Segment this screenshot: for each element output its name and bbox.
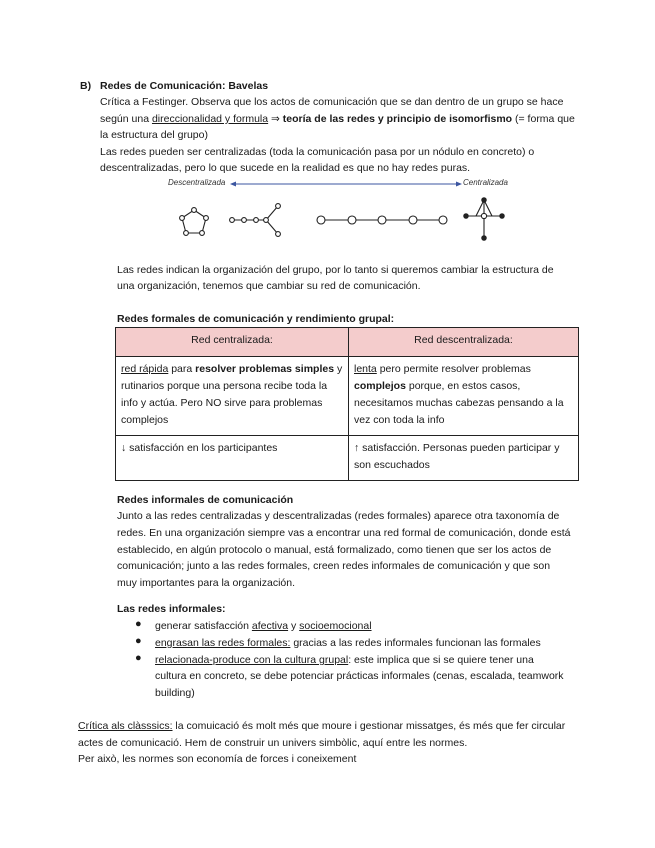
organization-line-2: una organización, tenemos que cambiar su red de comunicación. <box>117 280 421 292</box>
critica-line-2: actes de comunicació. Hem de construir un univers simbòlic, aquí entre les normes. <box>78 737 468 749</box>
informal-line-3: establecido, en algún protocolo o manual, está formalizado, como tienen que ser los actos de <box>117 544 552 556</box>
bullet-icon: ● <box>135 652 142 664</box>
network-diagram <box>160 176 520 242</box>
table-heading: Redes formales de comunicación y rendimiento grupal: <box>117 313 395 325</box>
table-row <box>116 357 579 436</box>
section-title: Redes de Comunicación: Bavelas <box>100 80 269 92</box>
chain-network <box>317 216 447 224</box>
header-decentralized: Red descentralizada: <box>349 328 579 357</box>
circle-network <box>180 208 209 236</box>
list-item: generar satisfacción afectiva y socioemocional <box>155 620 372 632</box>
informal-line-2: redes. En una organización siempre vas a encontrar una red formal de comunicación, donde está <box>117 527 571 539</box>
list-item: engrasan las redes formales: gracias a las redes informales funcionan las formales <box>155 637 541 649</box>
intro-line-3: la estructura del grupo) <box>100 129 208 141</box>
informal-line-1: Junto a las redes centralizadas y descentralizadas (redes formales) aparece otra taxonomía de <box>117 510 560 522</box>
header-centralized: Red centralizada: <box>116 328 349 357</box>
bullet-icon: ● <box>135 618 142 630</box>
informal-list-heading: Las redes informales: <box>117 603 226 615</box>
intro-line-2: según una direccionalidad y formula ⇒ teoría de las redes y principio de isomorfismo (= forma que <box>100 113 575 125</box>
list-item-continuation: cultura en concreto, se debe potenciar prácticas informales (cenas, escalada, teamwork <box>155 670 564 682</box>
informal-line-4: comunicación; junto a las redes formales, creen redes informales de comunicación y que son <box>117 560 551 572</box>
table-row <box>116 436 579 481</box>
intro-line-5: descentralizadas, pero lo que sucede en la realidad es que no hay redes puras. <box>100 162 471 174</box>
intro-line-4: Las redes pueden ser centralizadas (toda la comunicación pasa por un nódulo en concreto) o <box>100 146 535 158</box>
networks-comparison-table <box>115 327 579 481</box>
y-network <box>230 204 281 237</box>
cell-decentralized-performance: lenta pero permite resolver problemas complejos porque, en estos casos, necesitamos muchas cabezas pensando a la vez con toda la info <box>349 357 579 436</box>
critica-line-3: Per això, les normes son economía de forces i coneixement <box>78 753 357 765</box>
centralized-label: Centralizada <box>463 178 508 187</box>
critica-line-1: Crítica als clàsssics: la comuicació és molt més que moure i gestionar missatges, és més que fer circular <box>78 720 566 732</box>
cell-centralized-satisfaction: ↓ satisfacción en los participantes <box>116 436 349 481</box>
bullet-icon: ● <box>135 635 142 647</box>
informal-line-5: muy importantes para la organización. <box>117 577 296 589</box>
cell-centralized-performance: red rápida para resolver problemas simples y rutinarios porque una persona recibe toda la info y actúa. Pero NO sirve para problemas complejos <box>116 357 349 436</box>
decentralized-label: Descentralizada <box>168 178 226 187</box>
informal-heading: Redes informales de comunicación <box>117 494 294 506</box>
list-item-continuation: building) <box>155 687 195 699</box>
organization-line-1: Las redes indican la organización del grupo, por lo tanto si queremos cambiar la estructura de <box>117 264 554 276</box>
intro-line-1: Crítica a Festinger. Observa que los actos de comunicación que se dan dentro de un grupo se hace <box>100 96 564 108</box>
section-letter: B) <box>80 80 92 92</box>
table-header-row <box>116 328 579 357</box>
wheel-network <box>464 198 504 240</box>
list-item: relacionada-produce con la cultura grupal: este implica que si se quiere tener una <box>155 654 534 666</box>
centralization-axis-arrow <box>230 182 462 187</box>
cell-decentralized-satisfaction: ↑ satisfacción. Personas pueden participar y son escuchados <box>349 436 579 481</box>
